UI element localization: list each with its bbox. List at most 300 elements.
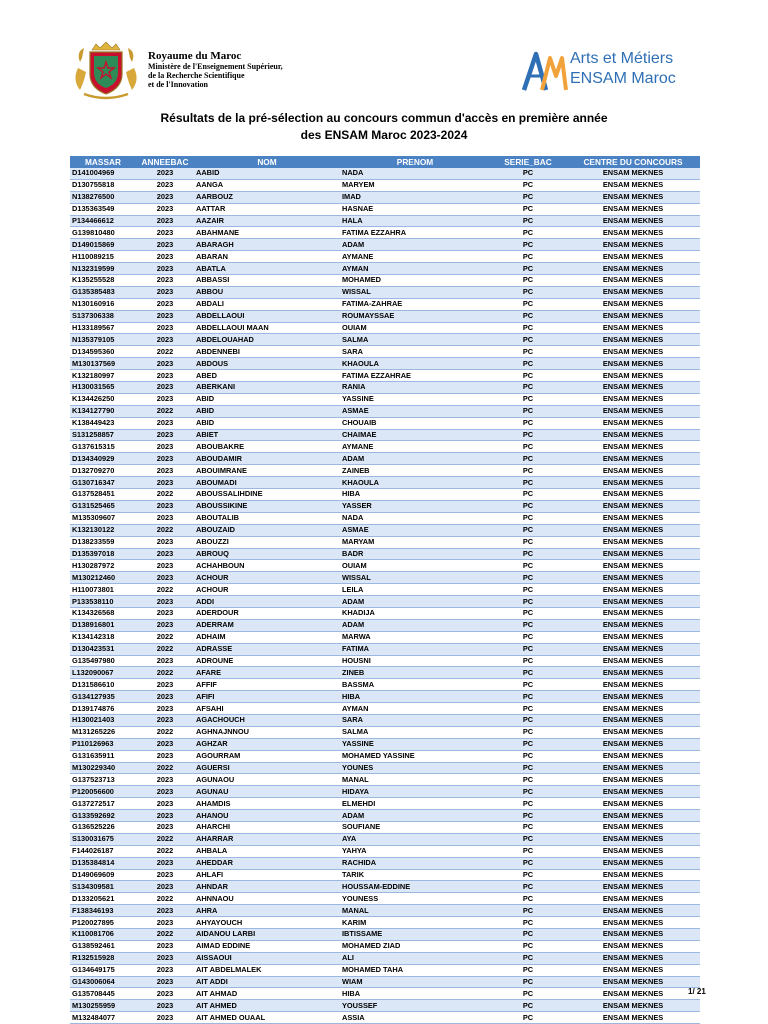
nom-cell: ADERDOUR xyxy=(194,607,340,619)
anneebac-cell: 2023 xyxy=(136,976,194,988)
massar-cell: K110081706 xyxy=(70,929,136,941)
anneebac-cell: 2023 xyxy=(136,275,194,287)
massar-cell: H110073801 xyxy=(70,584,136,596)
anneebac-cell: 2023 xyxy=(136,691,194,703)
nom-cell: AANGA xyxy=(194,179,340,191)
prenom-cell: AYMANE xyxy=(340,441,490,453)
serie-bac-cell: PC xyxy=(490,536,566,548)
anneebac-cell: 2023 xyxy=(136,1000,194,1012)
prenom-cell: SALMA xyxy=(340,334,490,346)
massar-cell: D133205621 xyxy=(70,893,136,905)
prenom-cell: MOHAMED ZIAD xyxy=(340,940,490,952)
nom-cell: AGHZAR xyxy=(194,738,340,750)
massar-cell: K134426250 xyxy=(70,393,136,405)
nom-cell: AAZAIR xyxy=(194,215,340,227)
prenom-cell: FATIMA EZZAHRAE xyxy=(340,370,490,382)
nom-cell: ABOUSSIKINE xyxy=(194,500,340,512)
serie-bac-cell: PC xyxy=(490,750,566,762)
massar-cell: G131525465 xyxy=(70,500,136,512)
document-title-line-1: Résultats de la pré-sélection au concours commun d'accès en première année xyxy=(160,111,608,125)
table-row xyxy=(70,703,700,715)
massar-cell: D135384814 xyxy=(70,857,136,869)
massar-cell: G135385483 xyxy=(70,286,136,298)
centre-cell: ENSAM MEKNES xyxy=(566,679,700,691)
massar-cell: H110089215 xyxy=(70,251,136,263)
table-row xyxy=(70,726,700,738)
table-row xyxy=(70,227,700,239)
prenom-cell: MOHAMED xyxy=(340,275,490,287)
serie-bac-cell: PC xyxy=(490,358,566,370)
serie-bac-cell: PC xyxy=(490,952,566,964)
serie-bac-cell: PC xyxy=(490,572,566,584)
centre-cell: ENSAM MEKNES xyxy=(566,286,700,298)
serie-bac-cell: PC xyxy=(490,239,566,251)
serie-bac-cell: PC xyxy=(490,429,566,441)
anneebac-cell: 2023 xyxy=(136,917,194,929)
prenom-cell: RACHIDA xyxy=(340,857,490,869)
massar-cell: P134466612 xyxy=(70,215,136,227)
nom-cell: AFFIF xyxy=(194,679,340,691)
nom-cell: AFSAHI xyxy=(194,703,340,715)
document-title-line-2: des ENSAM Maroc 2023-2024 xyxy=(300,128,468,142)
prenom-cell: TARIK xyxy=(340,869,490,881)
nom-cell: ABOUSSALIHDINE xyxy=(194,489,340,501)
massar-cell: G137272517 xyxy=(70,798,136,810)
table-row xyxy=(70,215,700,227)
centre-cell: ENSAM MEKNES xyxy=(566,358,700,370)
centre-cell: ENSAM MEKNES xyxy=(566,215,700,227)
anneebac-cell: 2022 xyxy=(136,346,194,358)
anneebac-cell: 2023 xyxy=(136,619,194,631)
centre-cell: ENSAM MEKNES xyxy=(566,619,700,631)
column-header-serie-bac: SERIE_BAC xyxy=(490,156,566,168)
prenom-cell: ZAINEB xyxy=(340,465,490,477)
nom-cell: AGUNAOU xyxy=(194,774,340,786)
nom-cell: ACHAHBOUN xyxy=(194,560,340,572)
table-row xyxy=(70,405,700,417)
anneebac-cell: 2023 xyxy=(136,215,194,227)
prenom-cell: KHAOULA xyxy=(340,477,490,489)
anneebac-cell: 2023 xyxy=(136,393,194,405)
centre-cell: ENSAM MEKNES xyxy=(566,738,700,750)
massar-cell: S134309581 xyxy=(70,881,136,893)
serie-bac-cell: PC xyxy=(490,168,566,179)
massar-cell: G137528451 xyxy=(70,489,136,501)
serie-bac-cell: PC xyxy=(490,263,566,275)
centre-cell: ENSAM MEKNES xyxy=(566,810,700,822)
massar-cell: D135397018 xyxy=(70,548,136,560)
table-row xyxy=(70,786,700,798)
column-header-centre-du-concours: CENTRE DU CONCOURS xyxy=(566,156,700,168)
centre-cell: ENSAM MEKNES xyxy=(566,643,700,655)
centre-cell: ENSAM MEKNES xyxy=(566,429,700,441)
nom-cell: ABARAGH xyxy=(194,239,340,251)
ensam-logo xyxy=(522,48,712,94)
massar-cell: K132180997 xyxy=(70,370,136,382)
table-header-row xyxy=(70,156,700,168)
table-row xyxy=(70,346,700,358)
centre-cell: ENSAM MEKNES xyxy=(566,988,700,1000)
serie-bac-cell: PC xyxy=(490,619,566,631)
table-row xyxy=(70,691,700,703)
serie-bac-cell: PC xyxy=(490,988,566,1000)
table-row xyxy=(70,798,700,810)
table-row xyxy=(70,465,700,477)
serie-bac-cell: PC xyxy=(490,964,566,976)
anneebac-cell: 2023 xyxy=(136,227,194,239)
centre-cell: ENSAM MEKNES xyxy=(566,929,700,941)
anneebac-cell: 2022 xyxy=(136,726,194,738)
table-row xyxy=(70,667,700,679)
anneebac-cell: 2022 xyxy=(136,631,194,643)
table-row xyxy=(70,358,700,370)
prenom-cell: MARYAM xyxy=(340,536,490,548)
nom-cell: ABATLA xyxy=(194,263,340,275)
anneebac-cell: 2022 xyxy=(136,584,194,596)
massar-cell: D138916801 xyxy=(70,619,136,631)
massar-cell: G135497980 xyxy=(70,655,136,667)
moroccan-crest-icon xyxy=(70,40,142,100)
table-row xyxy=(70,988,700,1000)
centre-cell: ENSAM MEKNES xyxy=(566,239,700,251)
table-row xyxy=(70,679,700,691)
massar-cell: G137523713 xyxy=(70,774,136,786)
table-row xyxy=(70,512,700,524)
prenom-cell: MANAL xyxy=(340,905,490,917)
anneebac-cell: 2023 xyxy=(136,940,194,952)
serie-bac-cell: PC xyxy=(490,703,566,715)
centre-cell: ENSAM MEKNES xyxy=(566,667,700,679)
table-row xyxy=(70,869,700,881)
nom-cell: ABOUZZI xyxy=(194,536,340,548)
anneebac-cell: 2023 xyxy=(136,417,194,429)
serie-bac-cell: PC xyxy=(490,905,566,917)
centre-cell: ENSAM MEKNES xyxy=(566,382,700,394)
centre-cell: ENSAM MEKNES xyxy=(566,750,700,762)
nom-cell: AIDANOU LARBI xyxy=(194,929,340,941)
massar-cell: G134127935 xyxy=(70,691,136,703)
serie-bac-cell: PC xyxy=(490,465,566,477)
nom-cell: ABDENNEBI xyxy=(194,346,340,358)
table-row xyxy=(70,821,700,833)
prenom-cell: MARYEM xyxy=(340,179,490,191)
anneebac-cell: 2023 xyxy=(136,500,194,512)
massar-cell: K135255528 xyxy=(70,275,136,287)
prenom-cell: HIBA xyxy=(340,691,490,703)
prenom-cell: AYMAN xyxy=(340,703,490,715)
nom-cell: ABIET xyxy=(194,429,340,441)
prenom-cell: ASMAE xyxy=(340,405,490,417)
prenom-cell: ADAM xyxy=(340,596,490,608)
table-row xyxy=(70,655,700,667)
anneebac-cell: 2023 xyxy=(136,560,194,572)
serie-bac-cell: PC xyxy=(490,584,566,596)
massar-cell: F138346193 xyxy=(70,905,136,917)
nom-cell: AFARE xyxy=(194,667,340,679)
centre-cell: ENSAM MEKNES xyxy=(566,714,700,726)
serie-bac-cell: PC xyxy=(490,714,566,726)
centre-cell: ENSAM MEKNES xyxy=(566,346,700,358)
nom-cell: ABID xyxy=(194,417,340,429)
serie-bac-cell: PC xyxy=(490,881,566,893)
nom-cell: AHLAFI xyxy=(194,869,340,881)
anneebac-cell: 2023 xyxy=(136,334,194,346)
nom-cell: AHBALA xyxy=(194,845,340,857)
table-row xyxy=(70,191,700,203)
massar-cell: H130287972 xyxy=(70,560,136,572)
nom-cell: AIT ABDELMALEK xyxy=(194,964,340,976)
table-row xyxy=(70,762,700,774)
prenom-cell: ELMEHDI xyxy=(340,798,490,810)
centre-cell: ENSAM MEKNES xyxy=(566,869,700,881)
prenom-cell: YASSINE xyxy=(340,393,490,405)
centre-cell: ENSAM MEKNES xyxy=(566,821,700,833)
prenom-cell: SOUFIANE xyxy=(340,821,490,833)
serie-bac-cell: PC xyxy=(490,453,566,465)
centre-cell: ENSAM MEKNES xyxy=(566,441,700,453)
anneebac-cell: 2023 xyxy=(136,750,194,762)
anneebac-cell: 2023 xyxy=(136,1012,194,1024)
massar-cell: D138233559 xyxy=(70,536,136,548)
prenom-cell: AYA xyxy=(340,833,490,845)
table-row xyxy=(70,893,700,905)
table-row xyxy=(70,833,700,845)
serie-bac-cell: PC xyxy=(490,334,566,346)
anneebac-cell: 2023 xyxy=(136,964,194,976)
prenom-cell: SARA xyxy=(340,346,490,358)
serie-bac-cell: PC xyxy=(490,929,566,941)
prenom-cell: ZINEB xyxy=(340,667,490,679)
nom-cell: AHNNAOU xyxy=(194,893,340,905)
nom-cell: AHEDDAR xyxy=(194,857,340,869)
table-row xyxy=(70,738,700,750)
massar-cell: G136525226 xyxy=(70,821,136,833)
anneebac-cell: 2023 xyxy=(136,286,194,298)
table-row xyxy=(70,168,700,179)
serie-bac-cell: PC xyxy=(490,203,566,215)
table-row xyxy=(70,429,700,441)
anneebac-cell: 2023 xyxy=(136,596,194,608)
nom-cell: ABDELLAOUI xyxy=(194,310,340,322)
serie-bac-cell: PC xyxy=(490,845,566,857)
anneebac-cell: 2023 xyxy=(136,905,194,917)
serie-bac-cell: PC xyxy=(490,500,566,512)
table-row xyxy=(70,417,700,429)
nom-cell: ABBOU xyxy=(194,286,340,298)
massar-cell: P120027895 xyxy=(70,917,136,929)
anneebac-cell: 2022 xyxy=(136,929,194,941)
centre-cell: ENSAM MEKNES xyxy=(566,1012,700,1024)
nom-cell: ADDI xyxy=(194,596,340,608)
serie-bac-cell: PC xyxy=(490,1012,566,1024)
anneebac-cell: 2023 xyxy=(136,441,194,453)
table-row xyxy=(70,810,700,822)
serie-bac-cell: PC xyxy=(490,631,566,643)
massar-cell: S131258857 xyxy=(70,429,136,441)
column-header-massar: MASSAR xyxy=(70,156,136,168)
anneebac-cell: 2023 xyxy=(136,465,194,477)
massar-cell: G138592461 xyxy=(70,940,136,952)
centre-cell: ENSAM MEKNES xyxy=(566,833,700,845)
serie-bac-cell: PC xyxy=(490,940,566,952)
nom-cell: AHARCHI xyxy=(194,821,340,833)
column-header-nom: NOM xyxy=(194,156,340,168)
prenom-cell: ADAM xyxy=(340,453,490,465)
prenom-cell: ASMAE xyxy=(340,524,490,536)
prenom-cell: HIBA xyxy=(340,489,490,501)
massar-cell: G134649175 xyxy=(70,964,136,976)
table-row xyxy=(70,1012,700,1024)
nom-cell: ABBASSI xyxy=(194,275,340,287)
logo-text-ensam: ENSAM Maroc xyxy=(570,70,676,87)
table-row xyxy=(70,322,700,334)
centre-cell: ENSAM MEKNES xyxy=(566,703,700,715)
table-row xyxy=(70,857,700,869)
serie-bac-cell: PC xyxy=(490,1000,566,1012)
anneebac-cell: 2023 xyxy=(136,179,194,191)
nom-cell: ABOUBAKRE xyxy=(194,441,340,453)
nom-cell: ABOUTALIB xyxy=(194,512,340,524)
table-row xyxy=(70,334,700,346)
centre-cell: ENSAM MEKNES xyxy=(566,453,700,465)
massar-cell: K134142318 xyxy=(70,631,136,643)
table-row xyxy=(70,275,700,287)
centre-cell: ENSAM MEKNES xyxy=(566,607,700,619)
centre-cell: ENSAM MEKNES xyxy=(566,845,700,857)
serie-bac-cell: PC xyxy=(490,215,566,227)
anneebac-cell: 2023 xyxy=(136,298,194,310)
serie-bac-cell: PC xyxy=(490,667,566,679)
massar-cell: M130229340 xyxy=(70,762,136,774)
massar-cell: D134340929 xyxy=(70,453,136,465)
table-row xyxy=(70,845,700,857)
nom-cell: AHRA xyxy=(194,905,340,917)
nom-cell: AFIFI xyxy=(194,691,340,703)
anneebac-cell: 2023 xyxy=(136,572,194,584)
massar-cell: N130160916 xyxy=(70,298,136,310)
prenom-cell: WISSAL xyxy=(340,572,490,584)
prenom-cell: YASSINE xyxy=(340,738,490,750)
anneebac-cell: 2023 xyxy=(136,536,194,548)
anneebac-cell: 2023 xyxy=(136,370,194,382)
centre-cell: ENSAM MEKNES xyxy=(566,275,700,287)
table-row xyxy=(70,560,700,572)
serie-bac-cell: PC xyxy=(490,643,566,655)
table-row xyxy=(70,298,700,310)
prenom-cell: HOUSNI xyxy=(340,655,490,667)
anneebac-cell: 2023 xyxy=(136,168,194,179)
table-row xyxy=(70,393,700,405)
page-indicator: 1/ 21 xyxy=(688,987,706,996)
massar-cell: H133189567 xyxy=(70,322,136,334)
massar-cell: M130212460 xyxy=(70,572,136,584)
massar-cell: P120056600 xyxy=(70,786,136,798)
prenom-cell: HALA xyxy=(340,215,490,227)
serie-bac-cell: PC xyxy=(490,869,566,881)
massar-cell: D135363549 xyxy=(70,203,136,215)
table-row xyxy=(70,905,700,917)
prenom-cell: ADAM xyxy=(340,619,490,631)
anneebac-cell: 2023 xyxy=(136,203,194,215)
serie-bac-cell: PC xyxy=(490,548,566,560)
massar-cell: D130755818 xyxy=(70,179,136,191)
serie-bac-cell: PC xyxy=(490,382,566,394)
prenom-cell: HOUSSAM-EDDINE xyxy=(340,881,490,893)
prenom-cell: FATIMA EZZAHRA xyxy=(340,227,490,239)
nom-cell: ABDOUS xyxy=(194,358,340,370)
nom-cell: AHNDAR xyxy=(194,881,340,893)
centre-cell: ENSAM MEKNES xyxy=(566,263,700,275)
table-row xyxy=(70,750,700,762)
massar-cell: G131635911 xyxy=(70,750,136,762)
nom-cell: ACHOUR xyxy=(194,584,340,596)
centre-cell: ENSAM MEKNES xyxy=(566,596,700,608)
anneebac-cell: 2022 xyxy=(136,845,194,857)
nom-cell: AGUNAU xyxy=(194,786,340,798)
anneebac-cell: 2023 xyxy=(136,881,194,893)
nom-cell: AIMAD EDDINE xyxy=(194,940,340,952)
prenom-cell: KHAOULA xyxy=(340,358,490,370)
anneebac-cell: 2023 xyxy=(136,191,194,203)
table-row xyxy=(70,631,700,643)
table-row xyxy=(70,286,700,298)
nom-cell: AGHNAJNNOU xyxy=(194,726,340,738)
serie-bac-cell: PC xyxy=(490,441,566,453)
table-row xyxy=(70,453,700,465)
anneebac-cell: 2022 xyxy=(136,405,194,417)
anneebac-cell: 2023 xyxy=(136,477,194,489)
centre-cell: ENSAM MEKNES xyxy=(566,952,700,964)
serie-bac-cell: PC xyxy=(490,596,566,608)
serie-bac-cell: PC xyxy=(490,322,566,334)
serie-bac-cell: PC xyxy=(490,405,566,417)
prenom-cell: ADAM xyxy=(340,810,490,822)
prenom-cell: YAHYA xyxy=(340,845,490,857)
prenom-cell: ALI xyxy=(340,952,490,964)
centre-cell: ENSAM MEKNES xyxy=(566,905,700,917)
centre-cell: ENSAM MEKNES xyxy=(566,560,700,572)
nom-cell: ABID xyxy=(194,405,340,417)
prenom-cell: BADR xyxy=(340,548,490,560)
centre-cell: ENSAM MEKNES xyxy=(566,762,700,774)
centre-cell: ENSAM MEKNES xyxy=(566,940,700,952)
centre-cell: ENSAM MEKNES xyxy=(566,881,700,893)
anneebac-cell: 2023 xyxy=(136,774,194,786)
massar-cell: D149069609 xyxy=(70,869,136,881)
nom-cell: ABERKANI xyxy=(194,382,340,394)
nom-cell: ABDALI xyxy=(194,298,340,310)
nom-cell: ADHAIM xyxy=(194,631,340,643)
serie-bac-cell: PC xyxy=(490,821,566,833)
prenom-cell: HASNAE xyxy=(340,203,490,215)
massar-cell: G139810480 xyxy=(70,227,136,239)
serie-bac-cell: PC xyxy=(490,976,566,988)
anneebac-cell: 2022 xyxy=(136,489,194,501)
nom-cell: ABDELOUAHAD xyxy=(194,334,340,346)
anneebac-cell: 2023 xyxy=(136,821,194,833)
prenom-cell: IMAD xyxy=(340,191,490,203)
table-row xyxy=(70,584,700,596)
nom-cell: ABOUDAMIR xyxy=(194,453,340,465)
prenom-cell: IBTISSAME xyxy=(340,929,490,941)
table-row xyxy=(70,714,700,726)
centre-cell: ENSAM MEKNES xyxy=(566,370,700,382)
nom-cell: ACHOUR xyxy=(194,572,340,584)
massar-cell: N138276500 xyxy=(70,191,136,203)
centre-cell: ENSAM MEKNES xyxy=(566,322,700,334)
massar-cell: G143006064 xyxy=(70,976,136,988)
nom-cell: ABOUIMRANE xyxy=(194,465,340,477)
